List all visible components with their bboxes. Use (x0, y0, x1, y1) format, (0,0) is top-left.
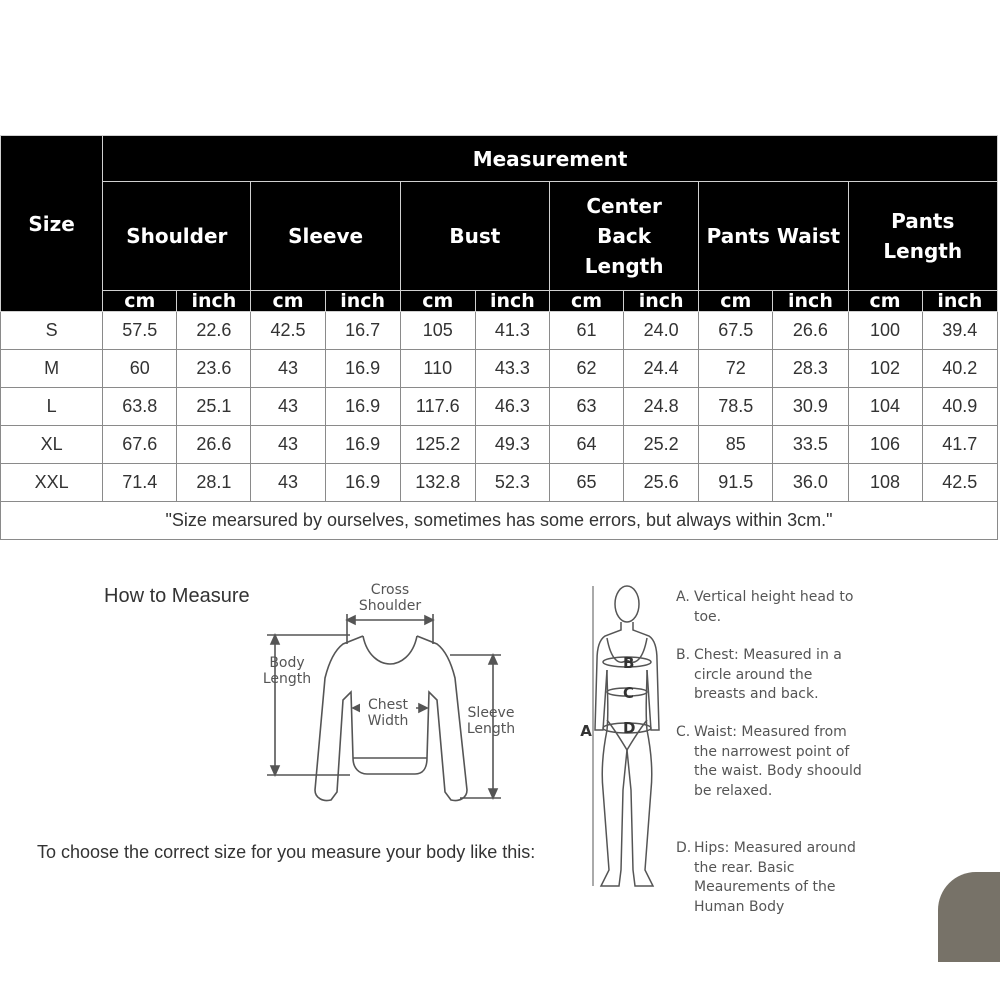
value-cell: 16.9 (325, 388, 400, 426)
size-cell: XXL (1, 464, 103, 502)
value-cell: 85 (699, 426, 773, 464)
value-cell: 57.5 (103, 312, 177, 350)
value-cell: 91.5 (699, 464, 773, 502)
value-cell: 16.9 (325, 464, 400, 502)
group-header-pants-length (848, 182, 998, 291)
size-cell: L (1, 388, 103, 426)
value-cell: 63 (549, 388, 623, 426)
size-cell: XL (1, 426, 103, 464)
pants-length-line-1: Pants (891, 209, 955, 233)
group-header-sleeve: Sleeve (251, 182, 400, 291)
value-cell: 42.5 (251, 312, 325, 350)
center-back-line-2: Back (597, 224, 652, 248)
unit-header: inch (325, 291, 400, 312)
marker-c: C (623, 684, 635, 702)
value-cell: 28.1 (177, 464, 251, 502)
value-cell: 43 (251, 426, 325, 464)
unit-header: cm (251, 291, 325, 312)
unit-header: cm (549, 291, 623, 312)
value-cell: 72 (699, 350, 773, 388)
size-chart-table (0, 135, 998, 540)
size-cell: S (1, 312, 103, 350)
group-header-pants-waist: Pants Waist (699, 182, 848, 291)
value-cell: 125.2 (400, 426, 475, 464)
table-row (1, 426, 998, 464)
group-header-bust: Bust (400, 182, 549, 291)
value-cell: 43 (251, 350, 325, 388)
measurement-disclaimer: "Size mearsured by ourselves, sometimes has some errors, but always within 3cm." (1, 502, 998, 540)
group-header-shoulder: Shoulder (103, 182, 251, 291)
value-cell: 24.4 (624, 350, 699, 388)
note-d: D. Hips: Measured around the rear. Basic Meaurements of the Human Body (676, 840, 856, 915)
value-cell: 25.2 (624, 426, 699, 464)
value-cell: 40.9 (922, 388, 997, 426)
human-body-diagram (575, 580, 675, 900)
marker-d: D (623, 719, 636, 737)
value-cell: 61 (549, 312, 623, 350)
value-cell: 67.5 (699, 312, 773, 350)
value-cell: 132.8 (400, 464, 475, 502)
value-cell: 100 (848, 312, 922, 350)
value-cell: 16.9 (325, 426, 400, 464)
measurement-header: Measurement (103, 136, 998, 182)
value-cell: 60 (103, 350, 177, 388)
value-cell: 108 (848, 464, 922, 502)
unit-header: inch (475, 291, 549, 312)
value-cell: 49.3 (475, 426, 549, 464)
center-back-line-3: Length (584, 254, 664, 278)
note-b: B. Chest: Measured in a circle around the breasts and back. (676, 647, 842, 702)
value-cell: 106 (848, 426, 922, 464)
value-cell: 30.9 (773, 388, 848, 426)
corner-decoration (938, 872, 1000, 962)
unit-header: cm (103, 291, 177, 312)
body-length-label: Body Length (262, 655, 312, 687)
value-cell: 63.8 (103, 388, 177, 426)
shirt-diagram (255, 580, 515, 810)
value-cell: 40.2 (922, 350, 997, 388)
value-cell: 28.3 (773, 350, 848, 388)
value-cell: 46.3 (475, 388, 549, 426)
how-to-measure-title: How to Measure (104, 585, 250, 607)
value-cell: 65 (549, 464, 623, 502)
value-cell: 25.6 (624, 464, 699, 502)
note-c: C. Waist: Measured from the narrowest point of the waist. Body shoould be relaxed. (676, 724, 862, 799)
value-cell: 26.6 (177, 426, 251, 464)
marker-a: A (580, 722, 592, 740)
pants-length-line-2: Length (883, 239, 963, 263)
value-cell: 22.6 (177, 312, 251, 350)
group-header-center-back-length (549, 182, 698, 291)
value-cell: 41.3 (475, 312, 549, 350)
head (615, 586, 639, 622)
sleeve-length-label: Sleeve Length (466, 705, 516, 737)
unit-header: inch (773, 291, 848, 312)
value-cell: 25.1 (177, 388, 251, 426)
value-cell: 105 (400, 312, 475, 350)
value-cell: 39.4 (922, 312, 997, 350)
cross-shoulder-label: Cross Shoulder (358, 582, 422, 614)
measurement-notes (676, 588, 866, 917)
value-cell: 62 (549, 350, 623, 388)
unit-header: inch (922, 291, 997, 312)
value-cell: 16.9 (325, 350, 400, 388)
value-cell: 104 (848, 388, 922, 426)
value-cell: 26.6 (773, 312, 848, 350)
note-a: A. Vertical height head to toe. (676, 589, 854, 625)
table-row (1, 350, 998, 388)
unit-header: inch (624, 291, 699, 312)
value-cell: 102 (848, 350, 922, 388)
value-cell: 24.8 (624, 388, 699, 426)
chest-width-label: Chest Width (360, 697, 416, 729)
value-cell: 33.5 (773, 426, 848, 464)
value-cell: 52.3 (475, 464, 549, 502)
value-cell: 110 (400, 350, 475, 388)
table-row (1, 388, 998, 426)
marker-b: B (623, 654, 635, 672)
center-back-line-1: Center (586, 194, 662, 218)
value-cell: 24.0 (624, 312, 699, 350)
choose-size-instruction: To choose the correct size for you measure your body like this: (37, 842, 536, 862)
value-cell: 43 (251, 464, 325, 502)
unit-header: cm (400, 291, 475, 312)
unit-header: cm (699, 291, 773, 312)
value-cell: 41.7 (922, 426, 997, 464)
value-cell: 78.5 (699, 388, 773, 426)
value-cell: 42.5 (922, 464, 997, 502)
table-row (1, 464, 998, 502)
value-cell: 43 (251, 388, 325, 426)
value-cell: 16.7 (325, 312, 400, 350)
value-cell: 67.6 (103, 426, 177, 464)
table-row (1, 312, 998, 350)
table-note-row (1, 502, 998, 540)
size-header: Size (1, 136, 103, 312)
value-cell: 117.6 (400, 388, 475, 426)
unit-header: cm (848, 291, 922, 312)
unit-header: inch (177, 291, 251, 312)
value-cell: 23.6 (177, 350, 251, 388)
value-cell: 43.3 (475, 350, 549, 388)
value-cell: 71.4 (103, 464, 177, 502)
size-cell: M (1, 350, 103, 388)
value-cell: 64 (549, 426, 623, 464)
value-cell: 36.0 (773, 464, 848, 502)
